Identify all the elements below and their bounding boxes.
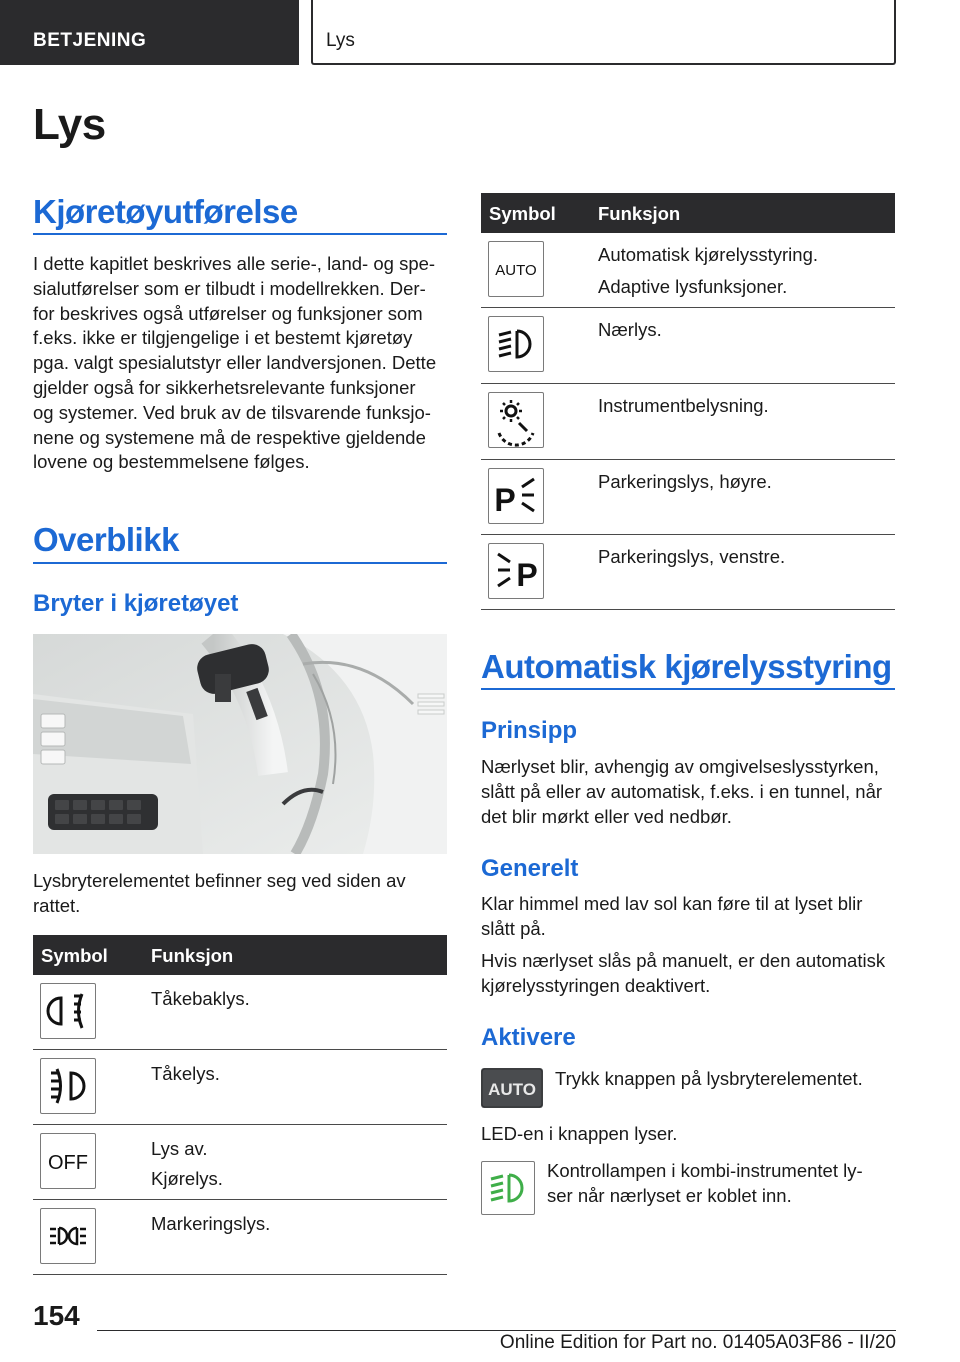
footer-rule [97, 1330, 896, 1331]
paragraph-vehicle-version: I dette kapitlet beskrives alle serie-, land- og spe- sialutførelser som er tilbudt i modellrekken. Der- for beskrives også utførelser og funksjoner som f.eks. ikke er tilgjengelige i et bestemt kjøretøy pga. valgt spesialutstyr eller landversjonen. Dette gjelder også for sikkerhetsrelevante funksjoner og systemer. Ved bruk av de tilsvarende funksjo- nene og systemene må de respektive gjeldende lovene og bestemmelsene følges. [33, 253, 437, 473]
svg-text:OFF: OFF [48, 1152, 88, 1174]
front-fog-light-icon [40, 1058, 96, 1114]
row-text: Tåkelys. [151, 1063, 220, 1084]
paragraph-principle: Nærlyset blir, avhengig av omgivelseslysstyrken, slått på eller av automatisk, f.eks. i en tunnel, når det blir mørkt eller ved nedbør. [481, 756, 883, 827]
instrument-lighting-icon [488, 392, 544, 448]
table-row [481, 460, 895, 535]
heading-rule [33, 233, 447, 235]
edition-text: Online Edition for Part no. 01405A03F86 - II/20 [499, 1332, 896, 1353]
low-beam-icon [488, 316, 544, 372]
table-header [481, 193, 895, 233]
caption-switch: Lysbryterelementet befinner seg ved siden av rattet. [33, 870, 406, 916]
led-text: LED-en i knappen lyser. [481, 1123, 678, 1144]
marker-light-icon [40, 1208, 96, 1264]
row-text: Instrumentbelysning. [598, 395, 769, 416]
table-row [33, 1050, 447, 1125]
row-text-secondary: Kjørelys. [151, 1168, 223, 1189]
section-label: BETJENING [33, 30, 147, 51]
symbol-table-left [33, 935, 447, 1275]
heading-vehicle-version: Kjøretøyutførelse [33, 193, 298, 230]
row-text-secondary: Adaptive lysfunksjoner. [598, 276, 788, 297]
section-tab [0, 0, 299, 65]
row-text: Tåkebaklys. [151, 988, 250, 1009]
row-text: Automatisk kjørelysstyring. [598, 244, 818, 265]
table-row [33, 1200, 447, 1275]
subheading-principle: Prinsipp [481, 717, 578, 744]
svg-text:AUTO: AUTO [488, 1080, 536, 1099]
table-row [481, 384, 895, 460]
table-row [481, 535, 895, 610]
subheading-general: Generelt [481, 855, 579, 882]
symbol-table-right [481, 193, 895, 610]
table-row [481, 233, 895, 308]
subheading-switch: Bryter i kjøretøyet [33, 590, 239, 617]
heading-rule [481, 688, 895, 690]
table-row [481, 308, 895, 384]
heading-rule [33, 562, 447, 564]
table-row [33, 1125, 447, 1200]
row-text: Lys av. [151, 1138, 208, 1159]
off-icon [40, 1133, 96, 1189]
column-header-function: Funksjon [598, 203, 681, 224]
chapter-tab [311, 0, 896, 65]
table-header [33, 935, 447, 975]
rear-fog-light-icon [40, 983, 96, 1039]
light-switch-photo [33, 634, 447, 854]
row-text: Parkeringslys, venstre. [598, 546, 786, 567]
auto-button-icon [481, 1068, 543, 1108]
indicator-text: Kontrollampen i kombi-instrumentet ly- ser når nærlyset er koblet inn. [547, 1160, 863, 1206]
parking-light-right-icon [488, 468, 544, 524]
row-text: Nærlys. [598, 319, 662, 340]
column-header-symbol: Symbol [489, 203, 556, 224]
row-text: Parkeringslys, høyre. [598, 471, 772, 492]
page-title: Lys [33, 100, 106, 149]
low-beam-indicator-icon [481, 1161, 535, 1215]
page-number: 154 [33, 1300, 80, 1331]
column-header-function: Funksjon [151, 945, 234, 966]
parking-light-left-icon [488, 543, 544, 599]
svg-text:AUTO: AUTO [495, 262, 537, 279]
table-row [33, 975, 447, 1050]
paragraph-general-2: Hvis nærlyset slås på manuelt, er den automatisk kjørelysstyringen deaktivert. [481, 950, 886, 996]
paragraph-general-1: Klar himmel med lav sol kan føre til at lyset blir slått på. [481, 893, 863, 939]
subheading-activate: Aktivere [481, 1024, 576, 1051]
heading-overview: Overblikk [33, 521, 179, 558]
svg-text:P: P [494, 482, 516, 518]
instruction-press-button: Trykk knappen på lysbryterelementet. [555, 1068, 863, 1089]
heading-auto-headlight: Automatisk kjørelysstyring [481, 648, 892, 685]
row-text: Markeringslys. [151, 1213, 271, 1234]
column-header-symbol: Symbol [41, 945, 108, 966]
svg-text:P: P [516, 557, 538, 593]
chapter-label: Lys [326, 30, 355, 51]
auto-icon [488, 241, 544, 297]
